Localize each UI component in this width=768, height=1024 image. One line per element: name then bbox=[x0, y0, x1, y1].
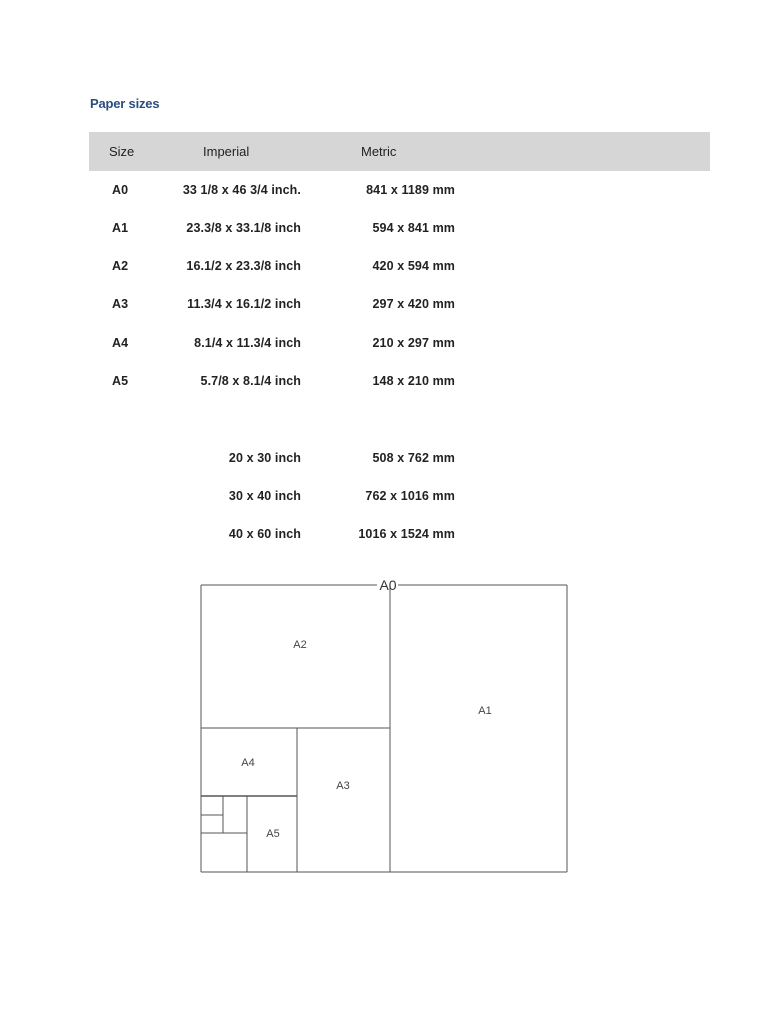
diagram-title: A0 bbox=[379, 577, 397, 593]
cell-metric: 841 x 1189 mm bbox=[366, 183, 455, 197]
cell-size: A5 bbox=[112, 374, 129, 388]
cell-metric: 148 x 210 mm bbox=[372, 374, 455, 388]
cell-imperial: 20 x 30 inch bbox=[228, 451, 301, 465]
cell-imperial: 5.7/8 x 8.1/4 inch bbox=[200, 374, 301, 388]
cell-metric: 508 x 762 mm bbox=[372, 451, 455, 465]
cell-metric: 594 x 841 mm bbox=[372, 221, 455, 235]
header-metric: Metric bbox=[361, 144, 397, 159]
cell-imperial: 11.3/4 x 16.1/2 inch bbox=[187, 297, 301, 311]
label-a5: A5 bbox=[266, 828, 280, 840]
cell-metric: 1016 x 1524 mm bbox=[358, 527, 455, 541]
cell-imperial: 40 x 60 inch bbox=[228, 527, 301, 541]
cell-metric: 420 x 594 mm bbox=[372, 259, 455, 273]
cell-imperial: 8.1/4 x 11.3/4 inch bbox=[194, 336, 301, 350]
label-a4: A4 bbox=[241, 757, 255, 769]
cell-metric: 762 x 1016 mm bbox=[365, 489, 455, 503]
label-a1: A1 bbox=[478, 705, 492, 717]
cell-size: A0 bbox=[112, 183, 129, 197]
table-header bbox=[89, 132, 710, 171]
paper-size-diagram bbox=[195, 572, 575, 882]
header-imperial: Imperial bbox=[203, 144, 250, 159]
cell-imperial: 30 x 40 inch bbox=[228, 489, 301, 503]
cell-size: A1 bbox=[112, 221, 129, 235]
cell-imperial: 23.3/8 x 33.1/8 inch bbox=[186, 221, 301, 235]
page-heading: Paper sizes bbox=[90, 96, 160, 111]
cell-size: A2 bbox=[112, 259, 129, 273]
label-a3: A3 bbox=[336, 780, 350, 792]
cell-size: A3 bbox=[112, 297, 129, 311]
cell-imperial: 33 1/8 x 46 3/4 inch. bbox=[182, 183, 301, 197]
header-size: Size bbox=[109, 144, 135, 159]
cell-imperial: 16.1/2 x 23.3/8 inch bbox=[186, 259, 301, 273]
label-a2: A2 bbox=[293, 639, 307, 651]
cell-metric: 210 x 297 mm bbox=[372, 336, 455, 350]
cell-metric: 297 x 420 mm bbox=[372, 297, 455, 311]
cell-size: A4 bbox=[112, 336, 129, 350]
